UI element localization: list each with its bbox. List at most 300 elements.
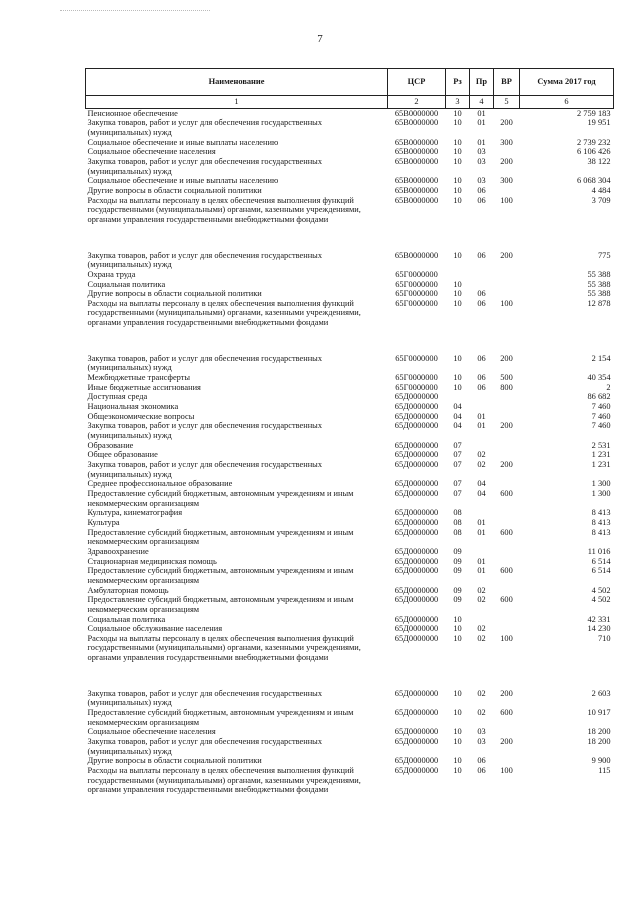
cell-sum: 4 484 — [591, 185, 611, 195]
cell-csr: 65Д0000000 — [394, 595, 439, 605]
cell-name: Расходы на выплаты персоналу в целях обеспечения выполнения функций государственными (муниципальными) органами, казенными учреждениями, органами управления государственными внебюджетными фондами — [87, 766, 361, 795]
cell-vr: 800 — [500, 382, 513, 392]
cell-csr: 65Д0000000 — [394, 633, 439, 643]
cell-name: Среднее профессиональное образование — [87, 479, 233, 489]
cell-sum: 3 709 — [591, 195, 611, 205]
cell-sum: 6 514 — [591, 566, 611, 576]
cell-rz: 10 — [453, 727, 462, 737]
header-vr: ВР — [494, 69, 520, 96]
table-row — [86, 412, 614, 422]
cell-csr: 65В0000000 — [394, 147, 439, 157]
cell-sum: 55 388 — [587, 279, 611, 289]
cell-csr: 65Г0000000 — [395, 289, 438, 299]
cell-name: Социальное обеспечение и иные выплаты населению — [87, 176, 279, 186]
cell-vr — [494, 557, 520, 567]
cell-name: Предоставление субсидий бюджетным, автономным учреждениям и иным некоммерческим организациям — [87, 488, 354, 508]
cell-rz: 10 — [453, 633, 462, 643]
cell-name: Стационарная медицинская помощь — [87, 556, 217, 566]
table-row — [86, 147, 614, 157]
cell-sum: 6 106 426 — [577, 147, 611, 157]
cell-sum: 8 413 — [591, 508, 611, 518]
cell-pr: 03 — [477, 737, 486, 747]
cell-vr — [494, 441, 520, 451]
cell-sum: 8 413 — [591, 517, 611, 527]
cell-pr: 02 — [477, 688, 486, 698]
cell-name: Иные бюджетные ассигнования — [87, 382, 201, 392]
cell-vr: 200 — [500, 118, 513, 128]
cell-pr — [470, 615, 494, 625]
cell-pr: 03 — [477, 156, 486, 166]
cell-rz: 10 — [453, 688, 462, 698]
cell-pr: 01 — [477, 118, 486, 128]
cell-vr: 200 — [500, 460, 513, 469]
table-row — [86, 450, 614, 460]
cell-csr: 65Д0000000 — [394, 392, 439, 402]
cell-rz: 10 — [453, 279, 462, 289]
cell-name: Амбулаторная помощь — [87, 585, 169, 595]
cell-rz — [446, 270, 470, 280]
cell-name: Закупка товаров, работ и услуг для обеспечения государственных (муниципальных) нужд — [87, 118, 323, 137]
cell-sum: 1 231 — [591, 460, 611, 469]
table-row — [86, 566, 614, 585]
cell-name: Социальное обслуживание населения — [87, 624, 223, 634]
cell-csr: 65Д0000000 — [394, 708, 439, 718]
page-number: 7 — [317, 33, 323, 45]
table-row — [86, 186, 614, 196]
cell-vr: 100 — [500, 766, 513, 776]
cell-name: Расходы на выплаты персоналу в целях обеспечения выполнения функций государственными (муниципальными) органами, казенными учреждениями, органами управления государственными внебюджетными фондами — [87, 633, 361, 663]
cell-rz: 04 — [453, 421, 462, 431]
cell-csr: 65Д0000000 — [394, 508, 439, 518]
cell-pr: 01 — [477, 566, 486, 576]
cell-pr: 03 — [477, 727, 486, 737]
cell-csr: 65Г0000000 — [395, 382, 438, 392]
cell-csr: 65В0000000 — [394, 195, 439, 205]
cell-rz: 10 — [453, 185, 462, 195]
cell-rz: 10 — [453, 756, 462, 766]
cell-vr: 100 — [500, 195, 513, 205]
cell-sum: 10 917 — [587, 708, 611, 718]
cell-sum: 1 300 — [591, 479, 611, 489]
table-row — [86, 402, 614, 412]
table-row — [86, 280, 614, 290]
header-name: Наименование — [86, 69, 388, 96]
cell-pr — [470, 392, 494, 402]
cell-csr: 65Д0000000 — [394, 527, 439, 537]
cell-csr: 65В0000000 — [394, 137, 439, 147]
cell-name: Предоставление субсидий бюджетным, автономным учреждениям и иным некоммерческим организациям — [87, 566, 354, 585]
col-number: 6 — [520, 96, 614, 109]
scan-artifact — [60, 10, 210, 13]
cell-rz: 04 — [453, 402, 462, 412]
table-row — [86, 727, 614, 737]
cell-csr: 65Г0000000 — [395, 373, 438, 383]
cell-sum: 2 603 — [591, 688, 611, 698]
cell-vr: 200 — [500, 737, 513, 747]
cell-csr: 65Д0000000 — [394, 756, 439, 766]
cell-csr: 65Д0000000 — [394, 517, 439, 527]
cell-name: Охрана труда — [87, 269, 136, 279]
cell-pr: 06 — [477, 185, 486, 195]
cell-rz: 07 — [453, 440, 462, 450]
row-spacer — [86, 663, 614, 689]
cell-pr: 06 — [477, 298, 486, 308]
cell-pr: 06 — [477, 195, 486, 205]
cell-pr: 02 — [477, 585, 486, 595]
table-row — [86, 634, 614, 663]
cell-name: Общеэкономические вопросы — [87, 411, 195, 421]
cell-rz: 07 — [453, 450, 462, 460]
table-row — [86, 108, 614, 118]
cell-rz: 09 — [453, 585, 462, 595]
cell-name: Расходы на выплаты персоналу в целях обеспечения выполнения функций государственными (муниципальными) органами, казенными учреждениями, органами управления государственными внебюджетными фондами — [87, 195, 361, 224]
cell-rz: 10 — [453, 108, 462, 118]
table-row — [86, 441, 614, 451]
cell-sum: 6 068 304 — [577, 176, 611, 186]
table-row — [86, 354, 614, 373]
cell-csr: 65Д0000000 — [394, 450, 439, 460]
cell-rz: 10 — [453, 156, 462, 166]
cell-pr — [470, 441, 494, 451]
spacer-cell — [86, 328, 614, 354]
cell-name: Образование — [87, 440, 134, 450]
cell-vr — [494, 727, 520, 737]
cell-name: Закупка товаров, работ и услуг для обеспечения государственных (муниципальных) нужд — [87, 250, 323, 270]
cell-vr — [494, 270, 520, 280]
col-number: 3 — [446, 96, 470, 109]
column-number-row — [86, 96, 614, 109]
cell-csr: 65В0000000 — [394, 176, 439, 186]
cell-csr: 65Д0000000 — [394, 727, 439, 737]
cell-sum: 18 200 — [587, 737, 611, 747]
cell-csr: 65Д0000000 — [394, 688, 439, 698]
cell-rz: 07 — [453, 460, 462, 469]
cell-sum: 7 460 — [591, 411, 611, 421]
cell-pr: 01 — [477, 556, 486, 566]
cell-pr: 02 — [477, 450, 486, 460]
cell-rz: 10 — [453, 137, 462, 147]
cell-name: Общее образование — [87, 450, 158, 460]
cell-name: Здравоохранение — [87, 546, 149, 556]
cell-rz: 09 — [453, 546, 462, 556]
cell-name: Социальная политика — [87, 614, 166, 624]
cell-csr: 65Г0000000 — [395, 279, 438, 289]
cell-pr: 04 — [477, 479, 486, 489]
cell-name: Закупка товаров, работ и услуг для обеспечения государственных (муниципальных) нужд — [87, 460, 323, 479]
cell-vr: 200 — [500, 421, 513, 431]
cell-sum: 2 — [606, 382, 611, 392]
cell-csr: 65В0000000 — [394, 156, 439, 166]
cell-rz: 10 — [453, 289, 462, 299]
cell-sum: 7 460 — [591, 402, 611, 412]
table-row — [86, 392, 614, 402]
cell-pr: 06 — [477, 250, 486, 260]
cell-rz: 10 — [453, 737, 462, 747]
cell-vr: 200 — [500, 353, 513, 363]
cell-vr: 600 — [500, 488, 513, 498]
cell-sum: 40 354 — [587, 373, 611, 383]
cell-pr: 01 — [477, 137, 486, 147]
cell-name: Национальная экономика — [87, 402, 179, 412]
cell-name: Расходы на выплаты персоналу в целях обеспечения выполнения функций государственными (муниципальными) органами, казенными учреждениями, органами управления государственными внебюджетными фондами — [87, 298, 361, 328]
cell-pr: 06 — [477, 373, 486, 383]
header-sum: Сумма 2017 год — [520, 69, 614, 96]
cell-pr — [470, 280, 494, 290]
cell-name: Культура, кинематография — [87, 508, 183, 518]
cell-sum: 4 502 — [591, 585, 611, 595]
cell-csr: 65Д0000000 — [394, 614, 439, 624]
cell-pr: 04 — [477, 488, 486, 498]
cell-vr — [494, 280, 520, 290]
table-row — [86, 157, 614, 176]
cell-vr: 100 — [500, 633, 513, 643]
cell-rz: 10 — [453, 298, 462, 308]
header-rz: Рз — [446, 69, 470, 96]
cell-rz: 10 — [453, 624, 462, 634]
cell-sum: 2 759 183 — [577, 108, 611, 118]
cell-sum: 38 122 — [587, 156, 611, 166]
cell-pr: 06 — [477, 289, 486, 299]
table-row — [86, 737, 614, 756]
cell-csr: 65В0000000 — [394, 185, 439, 195]
cell-csr: 65Д0000000 — [394, 440, 439, 450]
cell-sum: 55 388 — [587, 289, 611, 299]
cell-pr: 01 — [477, 108, 486, 118]
col-number: 2 — [388, 96, 446, 109]
cell-pr: 06 — [477, 353, 486, 363]
table-row — [86, 689, 614, 708]
cell-rz: 08 — [453, 517, 462, 527]
cell-pr: 01 — [477, 527, 486, 537]
cell-sum: 2 739 232 — [577, 137, 611, 147]
cell-vr — [494, 450, 520, 460]
table-row — [86, 373, 614, 383]
cell-pr — [470, 508, 494, 518]
cell-sum: 1 300 — [591, 488, 611, 498]
cell-rz: 08 — [453, 508, 462, 518]
cell-csr: 65Д0000000 — [394, 421, 439, 431]
table-row — [86, 176, 614, 186]
header-csr: ЦСР — [388, 69, 446, 96]
cell-vr: 600 — [500, 595, 513, 605]
table-row — [86, 196, 614, 225]
table-row — [86, 756, 614, 766]
budget-table — [85, 68, 614, 795]
cell-pr: 01 — [477, 421, 486, 431]
table-row — [86, 528, 614, 547]
table-row — [86, 489, 614, 508]
cell-pr: 03 — [477, 147, 486, 157]
cell-name: Другие вопросы в области социальной политики — [87, 289, 262, 299]
cell-sum: 55 388 — [587, 269, 611, 279]
cell-pr: 01 — [477, 517, 486, 527]
table-row — [86, 118, 614, 137]
cell-pr: 06 — [477, 766, 486, 776]
cell-vr: 200 — [500, 156, 513, 166]
cell-csr: 65В0000000 — [394, 118, 439, 128]
cell-csr: 65Д0000000 — [394, 488, 439, 498]
cell-sum: 115 — [598, 766, 611, 776]
cell-sum: 14 230 — [587, 624, 611, 634]
header-row — [86, 69, 614, 96]
table-row — [86, 460, 614, 479]
table-row — [86, 421, 614, 440]
table-row — [86, 299, 614, 328]
cell-sum: 18 200 — [587, 727, 611, 737]
cell-name: Закупка товаров, работ и услуг для обеспечения государственных (муниципальных) нужд — [87, 156, 323, 176]
cell-pr: 06 — [477, 382, 486, 392]
cell-pr: 02 — [477, 708, 486, 718]
cell-name: Закупка товаров, работ и услуг для обеспечения государственных (муниципальных) нужд — [87, 421, 323, 441]
cell-sum: 86 682 — [587, 392, 611, 402]
cell-vr — [494, 756, 520, 766]
table-row — [86, 708, 614, 727]
row-spacer — [86, 328, 614, 354]
cell-csr: 65Г0000000 — [395, 269, 438, 279]
cell-sum: 8 413 — [591, 527, 611, 537]
cell-pr: 02 — [477, 624, 486, 634]
cell-sum: 1 231 — [591, 450, 611, 460]
cell-rz: 10 — [453, 147, 462, 157]
cell-name: Социальная политика — [87, 279, 166, 289]
cell-vr — [494, 147, 520, 157]
cell-csr: 65Д0000000 — [394, 585, 439, 595]
cell-name: Социальное обеспечение населения — [87, 147, 216, 157]
cell-csr: 65Д0000000 — [394, 624, 439, 634]
spacer-cell — [86, 663, 614, 689]
cell-vr: 500 — [500, 373, 513, 383]
cell-csr: 65Д0000000 — [394, 737, 439, 747]
cell-name: Социальное обеспечение населения — [87, 727, 216, 737]
cell-pr: 02 — [477, 633, 486, 643]
cell-vr: 200 — [500, 250, 513, 260]
table-row — [86, 624, 614, 634]
cell-name: Предоставление субсидий бюджетным, автономным учреждениям и иным некоммерческим организациям — [87, 527, 354, 547]
cell-sum: 2 154 — [591, 353, 611, 363]
cell-name: Закупка товаров, работ и услуг для обеспечения государственных (муниципальных) нужд — [87, 353, 323, 373]
cell-name: Другие вопросы в области социальной политики — [87, 756, 262, 766]
cell-vr — [494, 108, 520, 118]
cell-sum: 4 502 — [591, 595, 611, 605]
cell-csr: 65Д0000000 — [394, 766, 439, 776]
table-row — [86, 518, 614, 528]
cell-vr — [494, 586, 520, 596]
cell-csr: 65Г0000000 — [395, 298, 438, 308]
cell-vr: 600 — [500, 708, 513, 718]
cell-rz: 07 — [453, 488, 462, 498]
cell-sum: 12 878 — [587, 298, 611, 308]
cell-rz: 08 — [453, 527, 462, 537]
cell-rz: 10 — [453, 195, 462, 205]
table-row — [86, 383, 614, 393]
cell-rz: 10 — [453, 373, 462, 383]
cell-pr: 03 — [477, 176, 486, 186]
cell-csr: 65В0000000 — [394, 108, 439, 118]
cell-sum: 11 016 — [587, 546, 611, 556]
cell-vr — [494, 615, 520, 625]
cell-name: Предоставление субсидий бюджетным, автономным учреждениям и иным некоммерческим организациям — [87, 708, 354, 727]
table-row — [86, 270, 614, 280]
col-number: 4 — [470, 96, 494, 109]
cell-rz: 09 — [453, 566, 462, 576]
cell-sum: 42 331 — [587, 614, 611, 624]
cell-name: Социальное обеспечение и иные выплаты населению — [87, 137, 279, 147]
cell-csr: 65Г0000000 — [395, 353, 438, 363]
table-row — [86, 547, 614, 557]
cell-sum: 775 — [597, 250, 611, 260]
cell-vr — [494, 186, 520, 196]
table-row — [86, 766, 614, 795]
cell-rz: 10 — [453, 382, 462, 392]
table-row — [86, 615, 614, 625]
cell-csr: 65Д0000000 — [394, 402, 439, 412]
cell-vr — [494, 547, 520, 557]
cell-name: Пенсионное обеспечение — [87, 108, 178, 118]
cell-vr — [494, 392, 520, 402]
cell-pr — [470, 270, 494, 280]
cell-sum: 2 531 — [591, 440, 611, 450]
cell-rz: 07 — [453, 479, 462, 489]
cell-name: Доступная среда — [87, 392, 148, 402]
table-body — [86, 108, 614, 795]
cell-name: Предоставление субсидий бюджетным, автономным учреждениям и иным некоммерческим организациям — [87, 595, 354, 614]
table-row — [86, 557, 614, 567]
cell-pr: 02 — [477, 595, 486, 605]
col-number: 5 — [494, 96, 520, 109]
cell-name: Закупка товаров, работ и услуг для обеспечения государственных (муниципальных) нужд — [87, 737, 323, 756]
cell-rz: 09 — [453, 556, 462, 566]
cell-rz: 10 — [453, 250, 462, 260]
cell-vr: 200 — [500, 688, 513, 698]
table-row — [86, 595, 614, 614]
cell-vr — [494, 289, 520, 299]
table-row — [86, 251, 614, 270]
cell-name: Культура — [87, 517, 120, 527]
cell-sum: 710 — [597, 633, 611, 643]
cell-vr: 600 — [500, 566, 513, 576]
cell-rz: 09 — [453, 595, 462, 605]
cell-pr — [470, 547, 494, 557]
cell-rz: 10 — [453, 176, 462, 186]
cell-rz: 10 — [453, 614, 462, 624]
cell-csr: 65Д0000000 — [394, 566, 439, 576]
cell-vr: 300 — [500, 137, 513, 147]
cell-csr: 65В0000000 — [394, 250, 439, 260]
cell-rz — [446, 392, 470, 402]
cell-rz: 10 — [453, 708, 462, 718]
cell-vr: 600 — [500, 527, 513, 537]
cell-sum: 19 951 — [587, 118, 611, 128]
cell-csr: 65Д0000000 — [394, 546, 439, 556]
spacer-cell — [86, 225, 614, 251]
cell-csr: 65Д0000000 — [394, 556, 439, 566]
row-spacer — [86, 225, 614, 251]
cell-vr — [494, 402, 520, 412]
cell-sum: 7 460 — [591, 421, 611, 431]
cell-rz: 10 — [453, 353, 462, 363]
cell-rz: 10 — [453, 766, 462, 776]
cell-pr: 02 — [477, 460, 486, 469]
cell-vr — [494, 518, 520, 528]
table-row — [86, 138, 614, 148]
table-row — [86, 508, 614, 518]
cell-csr: 65Д0000000 — [394, 479, 439, 489]
cell-vr — [494, 412, 520, 422]
cell-vr — [494, 479, 520, 489]
cell-vr — [494, 624, 520, 634]
cell-sum: 9 900 — [591, 756, 611, 766]
cell-name: Другие вопросы в области социальной политики — [87, 185, 262, 195]
